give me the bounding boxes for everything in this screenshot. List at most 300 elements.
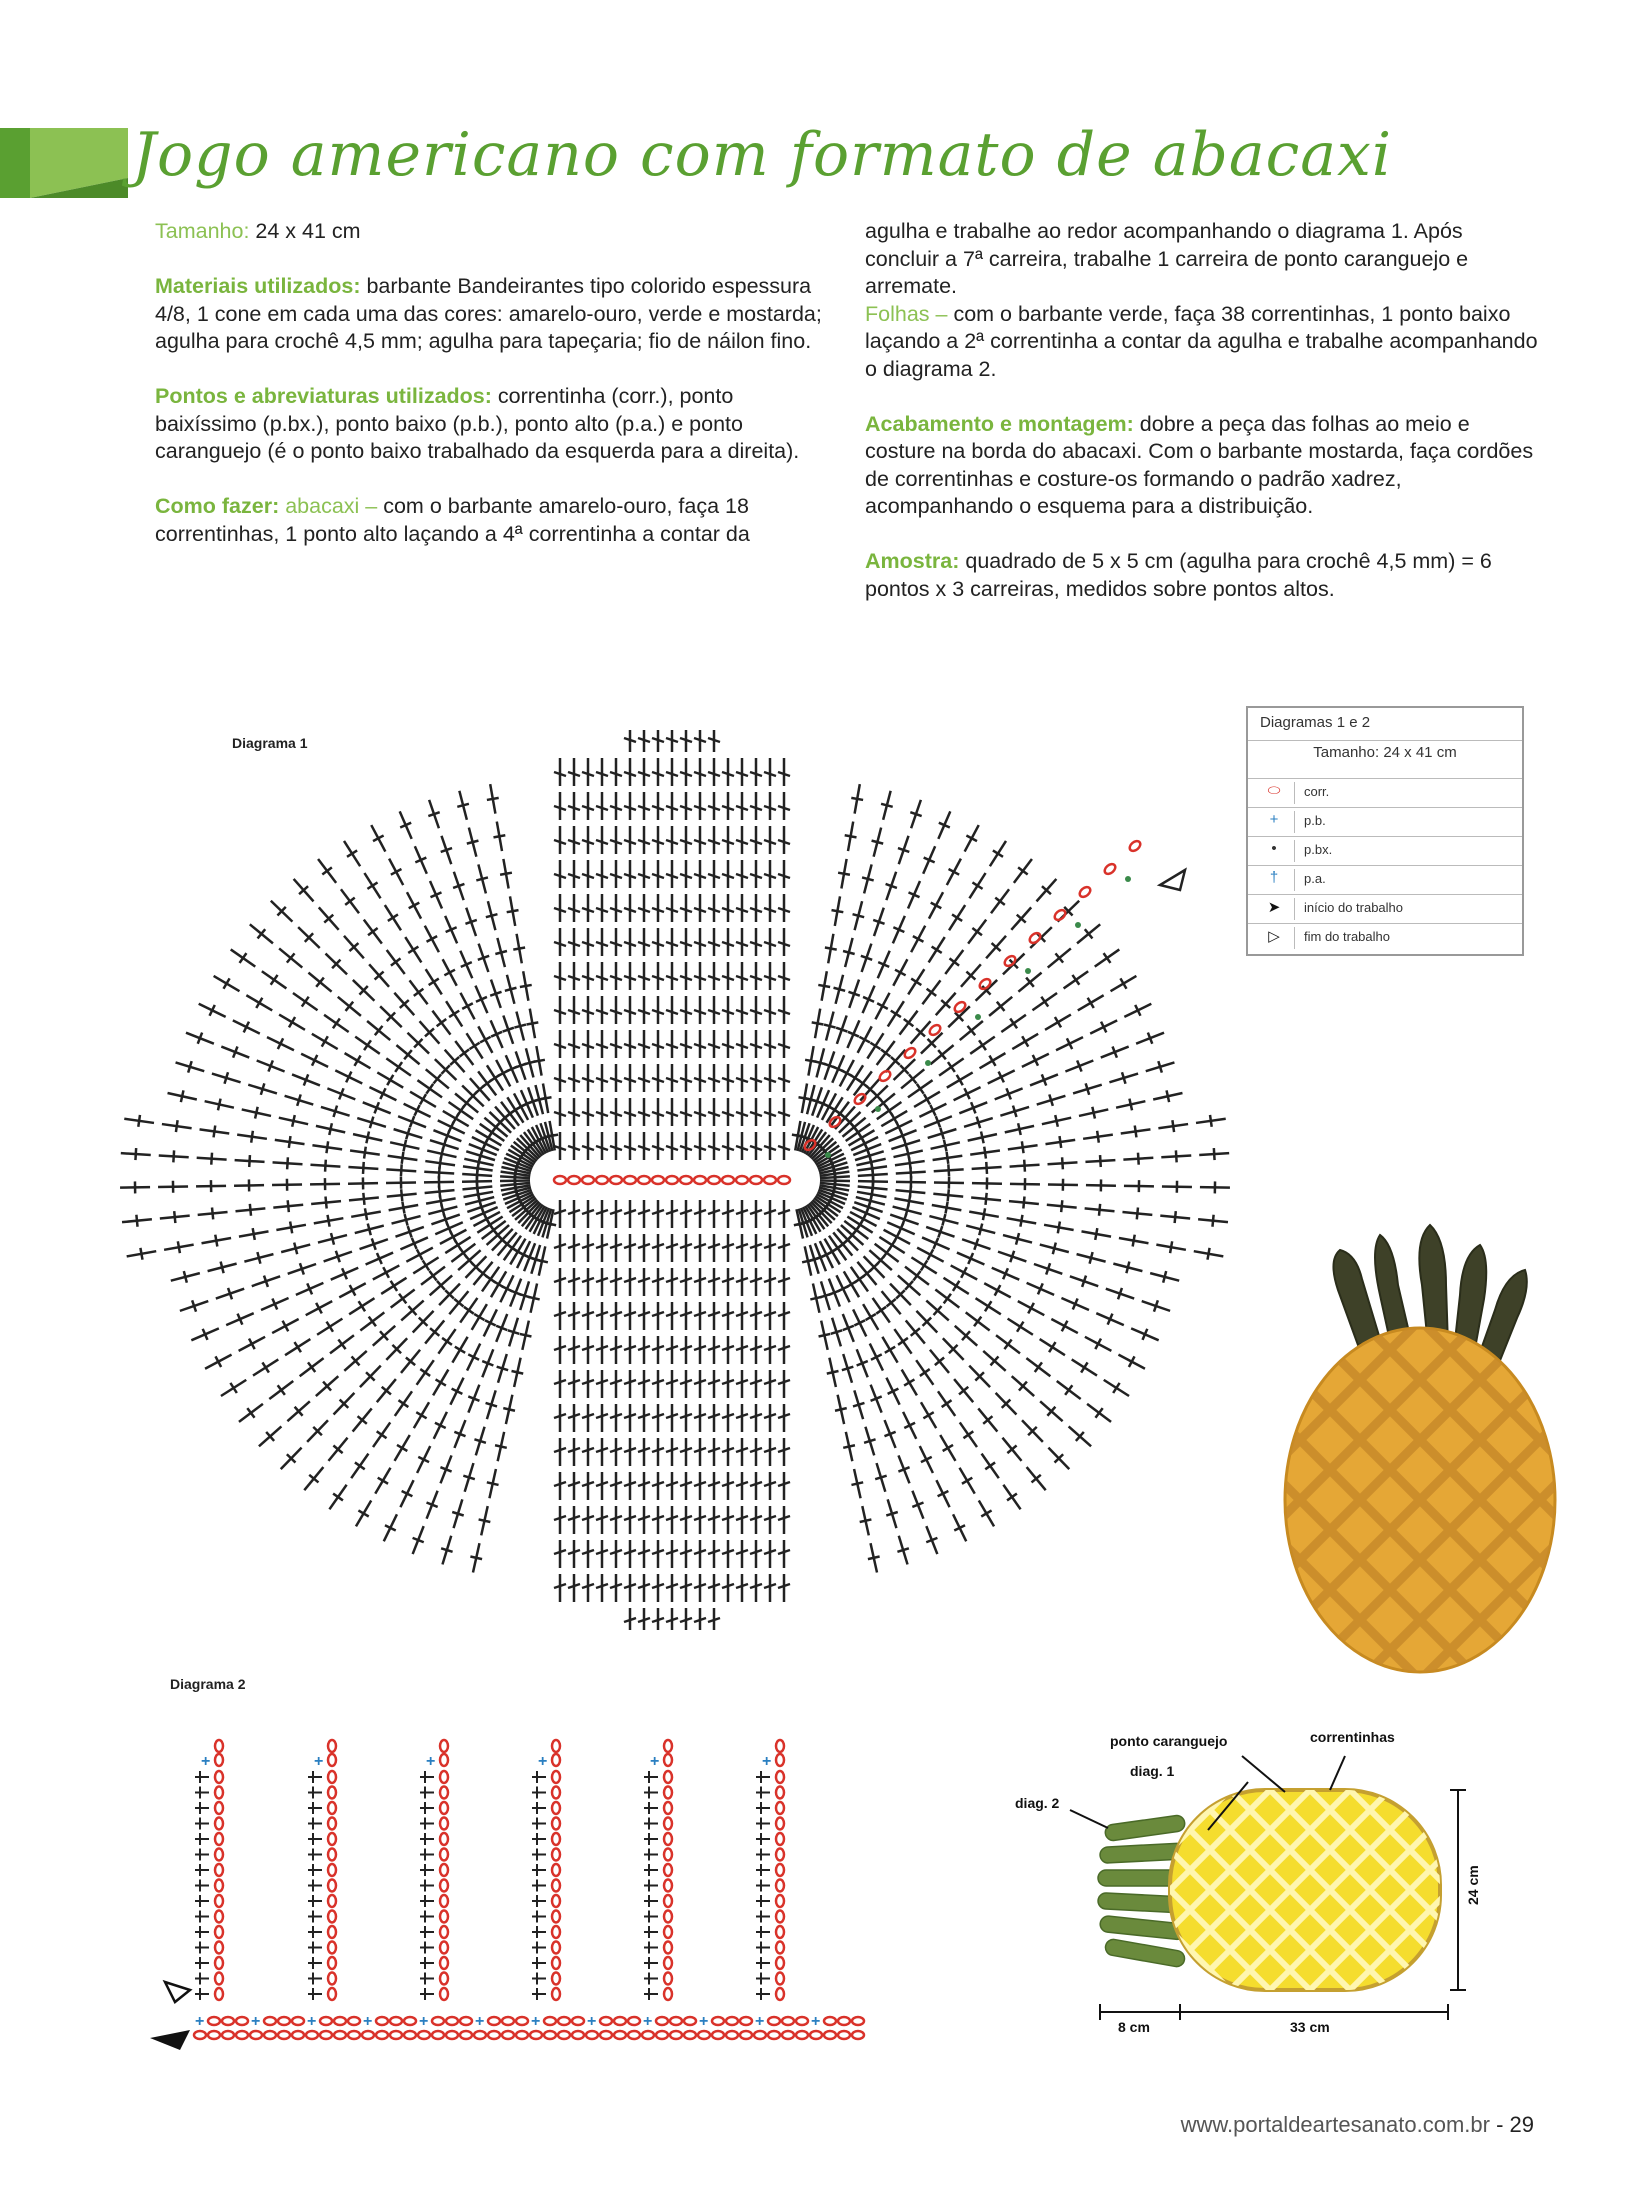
stitch-mark xyxy=(402,1152,404,1164)
legend-label: corr. xyxy=(1304,784,1330,799)
chain-stitch xyxy=(348,2031,360,2039)
diagram1-label: Diagrama 1 xyxy=(232,735,308,751)
how-to-label: Como fazer: xyxy=(155,494,280,518)
stitch-mark xyxy=(487,798,499,800)
stitch-mark xyxy=(1129,1099,1132,1111)
legend-symbol-icon: ➤ xyxy=(1254,898,1295,920)
chain-stitch xyxy=(544,2031,556,2039)
assembly-schema xyxy=(1000,1720,1520,2040)
start-arrow-icon xyxy=(150,2030,190,2050)
stitch-mark xyxy=(364,1147,366,1159)
stitch-mark xyxy=(401,1189,402,1201)
single-crochet-mark: + xyxy=(419,2013,429,2030)
leaves-text: com o barbante verde, faça 38 correntinhas, 1 ponto baixo laçando a 2ª correntinha a contar da agulha e trabalhe acompanhando o diagrama 2. xyxy=(865,301,1538,381)
chain-stitch xyxy=(776,1973,784,1985)
stitch-mark xyxy=(862,877,874,880)
legend-symbol-icon: • xyxy=(1254,840,1295,862)
single-crochet-mark: + xyxy=(251,2013,261,2030)
chain-stitch xyxy=(215,1849,223,1861)
chain-stitch xyxy=(440,1787,448,1799)
chain-stitch xyxy=(215,1942,223,1954)
leaves-label: Folhas – xyxy=(865,301,948,326)
chain-stitch xyxy=(208,2031,220,2039)
legend-row xyxy=(1248,894,1522,922)
stitch-mark xyxy=(329,1123,332,1135)
stitch-mark xyxy=(834,988,846,991)
chain-stitch xyxy=(440,1973,448,1985)
chain-stitch xyxy=(664,1833,672,1845)
stitch-mark xyxy=(257,1252,260,1264)
chain-stitch xyxy=(782,2017,794,2025)
chain-stitch xyxy=(596,1176,608,1184)
stitch-mark xyxy=(948,1164,949,1176)
stitch-mark xyxy=(1175,1211,1176,1223)
stitch-mark xyxy=(1024,1160,1025,1172)
chain-stitch xyxy=(664,1911,672,1923)
stitch-mark xyxy=(948,1062,955,1072)
stitch-mark xyxy=(503,1408,515,1411)
chain-stitch xyxy=(460,2031,472,2039)
stitch-mark xyxy=(886,1512,897,1516)
slip-stitch xyxy=(975,1014,981,1020)
finishing-label: Acabamento e montagem: xyxy=(865,411,1134,436)
chain-stitch xyxy=(776,1942,784,1954)
lattice-line xyxy=(1000,1780,1160,2000)
single-crochet-mark: + xyxy=(762,1753,772,1770)
chain-stitch xyxy=(250,2031,262,2039)
chain-stitch xyxy=(404,2017,416,2025)
legend-row xyxy=(1248,865,1522,893)
stitch-mark xyxy=(505,988,517,991)
stitch-mark xyxy=(188,1061,192,1072)
stitch-mark xyxy=(240,953,247,963)
stitch-mark xyxy=(261,1083,265,1094)
stitch-mark xyxy=(138,1115,140,1127)
chain-stitch xyxy=(838,2031,850,2039)
chain-stitch xyxy=(328,1818,336,1830)
chain-stitch xyxy=(328,1926,336,1938)
chain-stitch xyxy=(222,2017,234,2025)
chain-stitch xyxy=(334,2031,346,2039)
stitch-mark xyxy=(486,914,498,917)
chain-stitch xyxy=(1128,839,1142,853)
stitch-mark xyxy=(1167,1090,1170,1102)
stitch-mark xyxy=(250,1204,251,1216)
slip-stitch xyxy=(825,1152,831,1158)
chain-stitch xyxy=(810,2031,822,2039)
chain-stitch xyxy=(776,1818,784,1830)
stitch-mark xyxy=(442,1338,452,1345)
chain-stitch xyxy=(778,1176,790,1184)
stitch-mark xyxy=(474,1439,485,1443)
legend-title: Diagramas 1 e 2 xyxy=(1260,714,1371,731)
continuation-text: agulha e trabalhe ao redor acompanhando o diagrama 1. Após concluir a 7ª carreira, trabalhe 1 carreira de ponto caranguejo e arremate. xyxy=(865,219,1469,298)
chain-stitch xyxy=(278,2031,290,2039)
chain-stitch xyxy=(390,2017,402,2025)
diagram2-crochet-chart xyxy=(140,1720,900,2060)
slip-stitch xyxy=(925,1060,931,1066)
stitch-mark xyxy=(325,1160,326,1172)
stitch-mark xyxy=(948,1189,949,1201)
stitch-mark xyxy=(1092,1107,1095,1119)
stitch-mark xyxy=(297,1094,301,1105)
chain-stitch xyxy=(292,2031,304,2039)
stitch-mark xyxy=(1010,1018,1017,1028)
chain-stitch xyxy=(552,1849,560,1861)
chain-stitch xyxy=(776,1802,784,1814)
stitch-mark xyxy=(520,1334,532,1337)
stitch-mark xyxy=(174,1211,175,1223)
stitch-mark xyxy=(467,841,479,844)
chain-stitch xyxy=(978,977,992,991)
chain-stitch xyxy=(328,1973,336,1985)
finishing-text: dobre a peça das folhas ao meio e costure na borda do abacaxi. Com o barbante mostarda, faça cordões de correntinhas e costure-os formando o padrão xadrez, acompanhando o esquema para a distribuição. xyxy=(865,411,1534,518)
stitch-mark xyxy=(831,1330,842,1334)
chain-stitch xyxy=(903,1046,917,1060)
stitch-mark xyxy=(843,1445,855,1448)
stitch-mark xyxy=(1013,1106,1017,1117)
single-crochet-mark: + xyxy=(643,2013,653,2030)
chain-stitch xyxy=(215,1926,223,1938)
legend-size: Tamanho: 24 x 41 cm xyxy=(1313,744,1457,761)
chain-stitch xyxy=(628,2031,640,2039)
stitch-mark xyxy=(819,1334,831,1337)
stitch-mark xyxy=(328,1215,330,1227)
stitch-mark xyxy=(864,1439,875,1443)
stitch-mark xyxy=(331,1233,334,1245)
stitch-mark xyxy=(1099,1204,1100,1216)
stitch-mark xyxy=(464,1307,474,1314)
stitch-mark xyxy=(1062,1157,1063,1169)
chain-stitch xyxy=(664,1787,672,1799)
chain-stitch xyxy=(698,2031,710,2039)
chain-stitch xyxy=(328,1880,336,1892)
chain-stitch xyxy=(726,2017,738,2025)
gauge-text: quadrado de 5 x 5 cm (agulha para crochê 4,5 mm) = 6 pontos x 3 carreiras, medidos sobre pontos altos. xyxy=(865,549,1492,601)
chain-stitch xyxy=(680,1176,692,1184)
stitch-mark xyxy=(838,873,850,875)
chain-stitch xyxy=(750,1176,762,1184)
chain-stitch xyxy=(552,1895,560,1907)
chain-stitch xyxy=(552,1754,560,1766)
stitch-mark xyxy=(493,835,505,837)
chain-stitch xyxy=(328,1849,336,1861)
stitch-mark xyxy=(1208,1248,1210,1260)
stitch-mark xyxy=(1126,1262,1129,1274)
stitch-mark xyxy=(476,877,488,880)
chain-stitch xyxy=(236,2031,248,2039)
stitch-mark xyxy=(536,1260,548,1263)
chain-stitch xyxy=(446,2017,458,2025)
stitch-mark xyxy=(1018,1123,1021,1135)
stitch-mark xyxy=(831,910,843,912)
chain-stitch xyxy=(776,1880,784,1892)
stitch-mark xyxy=(1023,1197,1024,1209)
chain-stitch xyxy=(348,2017,360,2025)
slip-stitch xyxy=(1025,968,1031,974)
stitch-mark xyxy=(845,835,857,837)
diagram-legend xyxy=(1246,706,1524,956)
chain-stitch xyxy=(440,1864,448,1876)
stitch-mark xyxy=(363,1162,364,1174)
stitch-mark xyxy=(218,1099,221,1111)
stitch-mark xyxy=(881,804,893,807)
chain-stitch xyxy=(1103,862,1117,876)
chain-stitch xyxy=(292,2017,304,2025)
chain-stitch xyxy=(502,2031,514,2039)
chain-stitch xyxy=(440,1849,448,1861)
stitch-mark xyxy=(853,914,865,917)
chain-stitch xyxy=(782,2031,794,2039)
chain-stitch xyxy=(328,1957,336,1969)
chain-stitch xyxy=(264,2031,276,2039)
stitch-mark xyxy=(1041,997,1048,1007)
chain-stitch xyxy=(656,2031,668,2039)
stitch-mark xyxy=(940,1128,944,1139)
stitch-mark xyxy=(810,1297,822,1300)
legend-symbol-icon: † xyxy=(1254,869,1295,891)
chain-stitch xyxy=(328,1771,336,1783)
chain-stitch xyxy=(558,2017,570,2025)
stitch-mark xyxy=(835,1408,847,1411)
stitch-mark xyxy=(463,1476,474,1480)
end-arrow-icon xyxy=(165,1982,190,2002)
stitch-mark xyxy=(1210,1115,1212,1127)
stitch-mark xyxy=(917,1084,924,1094)
stitch-mark xyxy=(876,1307,886,1314)
page-footer xyxy=(1181,2112,1534,2138)
stitch-mark xyxy=(470,1557,482,1560)
chain-stitch xyxy=(552,1818,560,1830)
stitch-mark xyxy=(1137,1207,1138,1219)
chain-stitch xyxy=(878,1069,892,1083)
chain-stitch xyxy=(215,1771,223,1783)
chain-stitch xyxy=(572,2017,584,2025)
stitch-mark xyxy=(1072,975,1079,985)
lattice-line xyxy=(1500,1780,1520,2000)
single-crochet-mark: + xyxy=(475,2013,485,2030)
chain-stitch xyxy=(600,2017,612,2025)
stitch-mark xyxy=(526,1022,538,1024)
chain-stitch xyxy=(552,1833,560,1845)
stitch-mark xyxy=(1104,953,1111,963)
chain-stitch xyxy=(776,1833,784,1845)
chain-stitch xyxy=(215,1911,223,1923)
stitch-mark xyxy=(486,1403,497,1407)
stitch-mark xyxy=(981,1132,984,1144)
stitches-label: Pontos e abreviaturas utilizados: xyxy=(155,384,492,408)
stitch-mark xyxy=(290,1221,292,1233)
stitch-mark xyxy=(292,1115,295,1127)
dim-height: 24 cm xyxy=(1465,1865,1481,1905)
chain-stitch xyxy=(440,1771,448,1783)
chain-stitch xyxy=(320,2017,332,2025)
chain-stitch xyxy=(306,2031,318,2039)
chain-stitch xyxy=(554,1176,566,1184)
dim-leaf: 8 cm xyxy=(1118,2019,1150,2035)
stitch-mark xyxy=(334,1106,338,1117)
stitch-mark xyxy=(1163,1271,1166,1283)
chain-stitch xyxy=(642,2031,654,2039)
stitch-mark xyxy=(1060,1136,1062,1148)
single-crochet-mark: + xyxy=(650,1753,660,1770)
chain-stitch xyxy=(552,1880,560,1892)
stitch-mark xyxy=(487,1482,499,1485)
stitch-mark xyxy=(851,798,863,800)
stitch-mark xyxy=(897,1548,908,1552)
chain-stitch xyxy=(440,1942,448,1954)
stitch-mark xyxy=(1100,1155,1101,1167)
chain-stitch xyxy=(215,1957,223,1969)
chain-stitch xyxy=(222,2031,234,2039)
chain-stitch xyxy=(796,2017,808,2025)
stitch-mark xyxy=(802,1260,814,1263)
chain-stitch xyxy=(776,1740,784,1752)
stitch-mark xyxy=(1158,1061,1162,1072)
chain-stitch xyxy=(215,1880,223,1892)
single-crochet-mark: + xyxy=(531,2013,541,2030)
stitch-mark xyxy=(211,1153,212,1165)
single-crochet-mark: + xyxy=(755,2013,765,2030)
materials-text: barbante Bandeirantes tipo colorido espessura 4/8, 1 cone em cada uma das cores: amarelo-ouro, verde e mostarda; agulha para crochê 4,5 mm; agulha para tapeçaria; fio de náilon fino. xyxy=(155,274,822,353)
chain-stitch xyxy=(664,1740,672,1752)
chain-stitch xyxy=(586,2031,598,2039)
chain-stitch xyxy=(722,1176,734,1184)
chain-stitch xyxy=(664,1957,672,1969)
chain-stitch xyxy=(776,1911,784,1923)
chain-stitch xyxy=(652,1176,664,1184)
lattice-line xyxy=(1000,1780,1120,2000)
chain-stitch xyxy=(768,2031,780,2039)
stitch-mark xyxy=(985,1462,995,1469)
chain-stitch xyxy=(708,1176,720,1184)
chain-stitch xyxy=(328,1895,336,1907)
stitch-mark xyxy=(326,1141,328,1153)
label-correntinhas: correntinhas xyxy=(1310,1729,1395,1745)
legend-symbol-icon: + xyxy=(1254,811,1295,833)
stitch-mark xyxy=(364,1040,371,1050)
single-crochet-mark: + xyxy=(538,1753,548,1770)
chain-stitch xyxy=(552,1802,560,1814)
slip-stitch xyxy=(875,1106,881,1112)
stitch-mark xyxy=(984,1147,986,1159)
chain-stitch xyxy=(768,2017,780,2025)
chain-stitch xyxy=(1053,908,1067,922)
stitch-mark xyxy=(520,985,532,987)
single-crochet-mark: + xyxy=(699,2013,709,2030)
chain-stitch xyxy=(740,2031,752,2039)
chain-stitch xyxy=(664,1973,672,1985)
stitch-mark xyxy=(1095,1228,1097,1240)
chain-stitch xyxy=(664,1754,672,1766)
chain-stitch xyxy=(558,2031,570,2039)
stitch-mark xyxy=(497,1367,508,1371)
stitch-mark xyxy=(495,951,507,954)
stitch-mark xyxy=(1016,1233,1019,1245)
chain-stitch xyxy=(664,1849,672,1861)
dim-body: 33 cm xyxy=(1290,2019,1330,2035)
stitch-mark xyxy=(251,1131,253,1143)
legend-row xyxy=(1248,778,1522,806)
chain-stitch xyxy=(670,2031,682,2039)
chain-stitch xyxy=(726,2031,738,2039)
stitch-mark xyxy=(184,1271,187,1283)
chain-stitch xyxy=(552,1740,560,1752)
chain-stitch xyxy=(328,1833,336,1845)
stitch-mark xyxy=(294,1243,297,1255)
stitch-mark xyxy=(872,841,884,844)
stitch-mark xyxy=(942,1400,952,1407)
chain-stitch xyxy=(432,2031,444,2039)
stitch-mark xyxy=(173,1150,174,1162)
chain-stitch xyxy=(264,2017,276,2025)
stitch-mark xyxy=(500,873,512,875)
chain-stitch xyxy=(776,1926,784,1938)
chain-stitch xyxy=(1078,885,1092,899)
stitch-mark xyxy=(1022,1141,1024,1153)
single-crochet-mark: + xyxy=(195,2013,205,2030)
chain-stitch xyxy=(215,1818,223,1830)
chain-stitch xyxy=(440,1957,448,1969)
stitch-mark xyxy=(287,1157,288,1169)
chain-stitch xyxy=(824,2017,836,2025)
chain-stitch xyxy=(440,1833,448,1845)
stitch-mark xyxy=(920,1369,930,1376)
chain-stitch xyxy=(552,1771,560,1783)
stitch-mark xyxy=(851,1482,863,1485)
chain-stitch xyxy=(440,1911,448,1923)
chain-stitch xyxy=(614,2031,626,2039)
stitch-mark xyxy=(824,1025,836,1028)
chain-stitch xyxy=(776,1754,784,1766)
stitch-mark xyxy=(271,975,278,985)
legend-row xyxy=(1248,836,1522,864)
stitch-mark xyxy=(986,1193,987,1205)
chain-stitch xyxy=(776,1957,784,1969)
stitch-mark xyxy=(1061,1200,1062,1212)
stitch-mark xyxy=(457,804,469,807)
chain-stitch xyxy=(776,1895,784,1907)
stitch-mark xyxy=(221,1262,224,1274)
stitch-mark xyxy=(288,1200,289,1212)
how-to-sub: abacaxi – xyxy=(279,494,378,518)
stitch-mark xyxy=(875,1476,886,1480)
stitch-mark xyxy=(479,1519,491,1522)
chain-stitch xyxy=(432,2017,444,2025)
stitch-mark xyxy=(868,1557,880,1560)
single-crochet-mark: + xyxy=(363,2013,373,2030)
chain-stitch xyxy=(638,1176,650,1184)
chain-stitch xyxy=(736,1176,748,1184)
stitch-mark xyxy=(289,1136,291,1148)
chain-stitch xyxy=(215,1988,223,2000)
chain-stitch xyxy=(664,1942,672,1954)
stitch-mark xyxy=(405,1214,408,1226)
pineapple-photo xyxy=(1270,1210,1570,1680)
stitch-mark xyxy=(215,1235,217,1247)
stitch-mark xyxy=(944,1140,947,1152)
label-ponto-caranguejo: ponto caranguejo xyxy=(1110,1733,1228,1749)
single-crochet-mark: + xyxy=(811,2013,821,2030)
chain-stitch xyxy=(610,1176,622,1184)
chain-stitch xyxy=(215,1864,223,1876)
chain-stitch xyxy=(502,2017,514,2025)
chain-stitch xyxy=(664,1895,672,1907)
stitch-mark xyxy=(979,1224,982,1236)
chain-stitch xyxy=(362,2031,374,2039)
chain-stitch xyxy=(418,2031,430,2039)
page-number: - 29 xyxy=(1489,2112,1534,2137)
